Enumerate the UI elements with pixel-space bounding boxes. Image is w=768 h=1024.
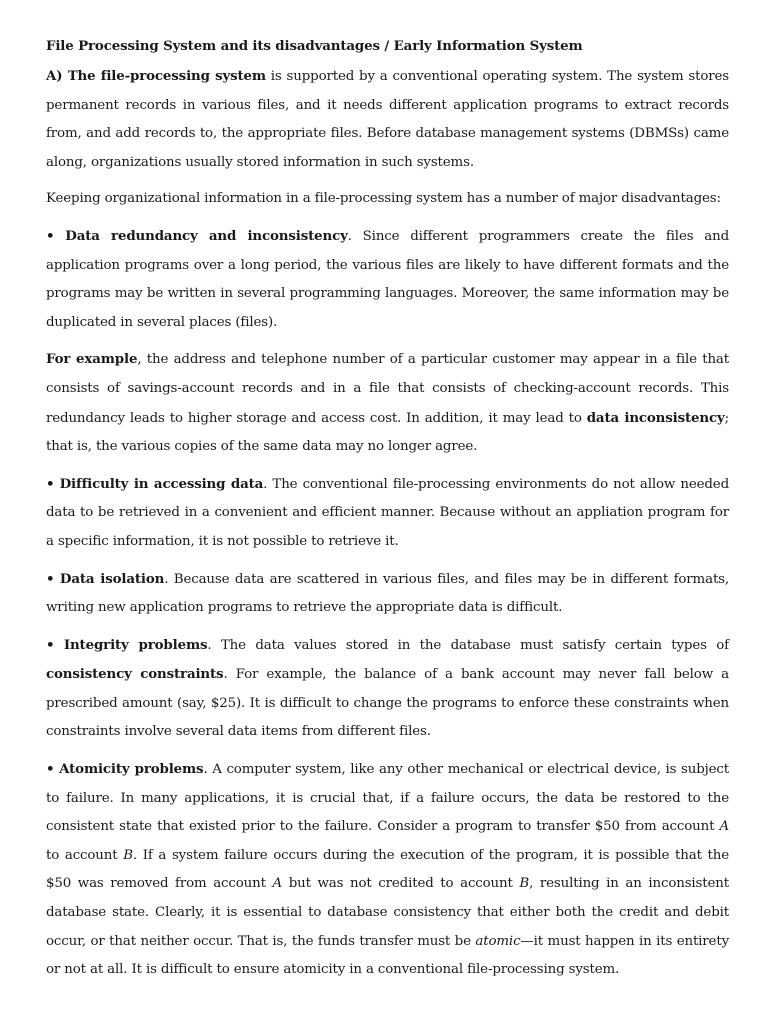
integrity-bold: consistency constraints [46, 666, 224, 683]
redundancy-bullet: • [46, 227, 55, 244]
example-bold: data inconsistency [586, 409, 725, 426]
isolation-text: . Because data are scattered in various files, and files may be in different formats, writing new application programs to retrieve the appropriate data is difficult. [46, 571, 729, 616]
example-paragraph [46, 345, 729, 461]
intro-paragraph [46, 62, 729, 177]
accessing-bullet: • [46, 475, 55, 492]
example-text-2: ; that is, the various copies of the same data may no longer agree. [46, 410, 729, 455]
redundancy-heading: Data redundancy and inconsistency [65, 227, 348, 244]
atomicity-text-1: . A computer system, like any other mechanical or electrical device, is subject to failure. In many applications, it is crucial that, if a failure occurs, the data be restored to the consistent state that existed prior to the failure. Consider a program to transfer $50 from account [46, 762, 729, 835]
isolation-paragraph [46, 565, 729, 623]
atomicity-text-2: to account [46, 847, 124, 863]
example-lead: For example [46, 351, 138, 368]
isolation-heading: Data isolation [59, 570, 165, 587]
example-text-1: , the address and telephone number of a particular customer may appear in a file that consists of savings-account records and in a file that consists of checking-account records. This redundancy leads to higher storage and access cost. In addition, it may lead to [46, 352, 729, 426]
intro-lead: A) The file-processing system [46, 68, 266, 84]
atomic-term: atomic [475, 933, 521, 949]
integrity-bullet: • [46, 636, 55, 653]
isolation-bullet: • [46, 570, 55, 587]
intro-text: is supported by a conventional operating system. The system stores permanent records in various files, and it needs different application programs to extract records from, and add records to, the appropriate files. Before database management systems (DBMSs) came along, organizations usually stored information in such systems. [46, 69, 729, 170]
disadvantages-intro: Keeping organizational information in a file-processing system has a number of major disadvantages: [46, 191, 721, 207]
atomicity-text-4: but was not credited to account [282, 876, 520, 892]
account-a-1: A [719, 819, 729, 835]
accessing-heading: Difficulty in accessing data [59, 475, 264, 492]
integrity-text-1: . The data values stored in the database must satisfy certain types of [207, 637, 729, 653]
accessing-paragraph [46, 470, 729, 557]
atomicity-paragraph [46, 755, 729, 985]
redundancy-text: . Since different programmers create the files and application programs over a long period, the various files are likely to have different formats and the programs may be written in several programming languages. Moreover, the same information may be duplicated in several places (files). [46, 228, 730, 330]
atomicity-text-3: . If a system failure occurs during the execution of the program, it is possible that the $50 was removed from account [46, 847, 730, 892]
document-title: File Processing System and its disadvantages / Early Information System [46, 38, 583, 54]
document-page [46, 34, 729, 993]
account-b-1: B [123, 847, 133, 863]
integrity-heading: Integrity problems [63, 636, 208, 653]
atomicity-text-5: , resulting in an inconsistent database state. Clearly, it is essential to database consistency that either both the credit and debit occur, or that neither occur. That is, the funds transfer must be [46, 876, 729, 949]
redundancy-paragraph [46, 222, 729, 337]
integrity-paragraph [46, 631, 729, 747]
account-a-2: A [272, 876, 283, 892]
atomicity-bullet: • [46, 761, 55, 778]
accessing-text: . The conventional file-processing environments do not allow needed data to be retrieved in a convenient and efficient manner. Because without an appliation program for a specific information, it is not possible to retrieve it. [46, 476, 729, 549]
atomicity-heading: Atomicity problems [59, 761, 204, 778]
integrity-text-2: . For example, the balance of a bank account may never fall below a prescribed amount (say, $25). It is difficult to change the programs to enforce these constraints when constraints involve several data items from different files. [46, 667, 729, 740]
account-b-2: B [519, 876, 530, 892]
atomicity-text-6: —it must happen in its entirety or not at all. It is difficult to ensure atomicity in a conventional file-processing system. [46, 933, 729, 978]
